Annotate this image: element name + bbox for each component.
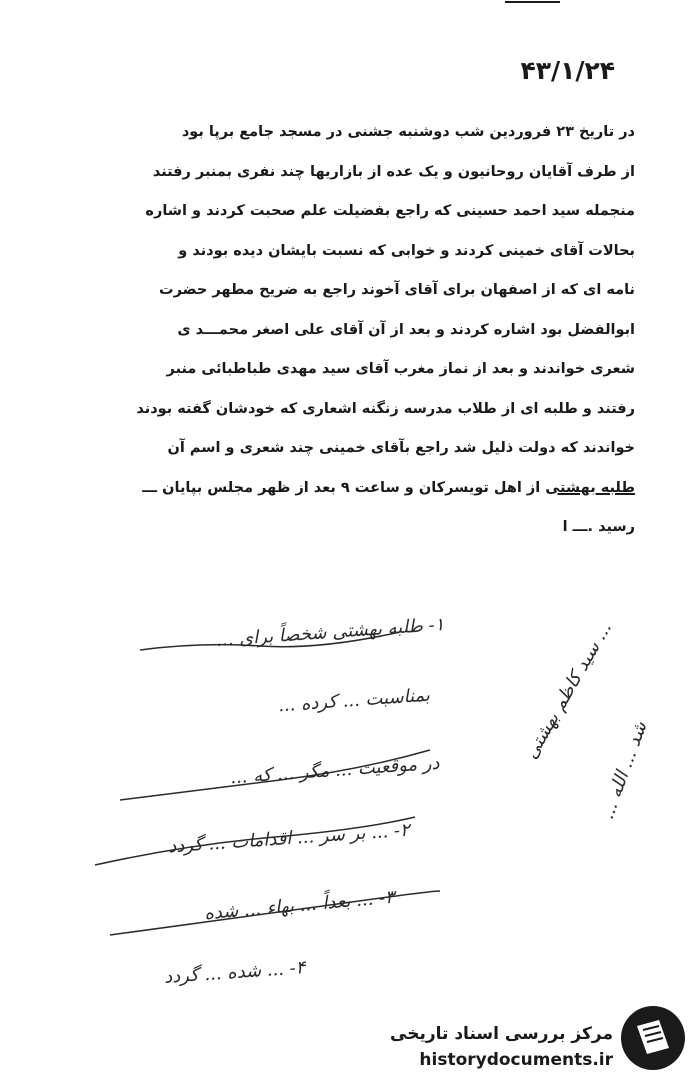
handwritten-line: ۴- ... شده ... گردد [162, 957, 306, 988]
typed-line-rest: از اهل تویسرکان و ساعت ۹ بعد از ظهر مجلس بپایان ـــ [142, 479, 546, 496]
handwritten-line: در موقعیت ... مگر ... که ... [229, 752, 441, 789]
top-edge-mark [0, 0, 695, 20]
typed-line: در تاریخ ۲۳ فروردین شب دوشنبه جشنی در مسجد جامع برپا بود [181, 124, 635, 140]
typed-report [80, 113, 635, 548]
document-archive-logo-icon [619, 1004, 687, 1072]
document-date: ۴۳/۱/۲۴ [520, 56, 615, 85]
archive-name: مرکز بررسی اسناد تاریخی [390, 1024, 613, 1044]
typed-line: منجمله سید احمد حسینی که راجع بفضیلت علم صحبت کردند و اشاره [145, 203, 635, 219]
typed-line-closing: رسید .ـــ ا [562, 519, 635, 535]
handwritten-signature: ... سید کاظم بهشتی [520, 618, 616, 763]
pen-strokes [0, 590, 695, 1010]
typed-line-underlined [80, 469, 635, 509]
typed-line: از طرف آقایان روحانیون و یک عده از بازاریها چند نفری بمنبر رفتند [152, 163, 635, 180]
handwritten-line: ۳- ... بعداً ... بهاء ... شده [203, 886, 396, 925]
handwritten-margin-note: شد ... الله ... [596, 718, 652, 823]
handwritten-notes [0, 590, 695, 1010]
handwritten-line: ۲- ... بر سر ... اقدامات ... گردد [167, 819, 411, 858]
typed-line: خواندند که دولت ذلیل شد راجع بآقای خمینی چند شعری و اسم آن [167, 440, 635, 456]
typed-line: نامه ای که از اصفهان برای آقای آخوند راجع به ضریح مطهر حضرت [159, 282, 635, 298]
underlined-name: طلبه بهشتی [545, 479, 635, 496]
handwritten-line: ۱- طلبه بهشتی شخصاً برای ... [216, 614, 446, 651]
typed-line: رفتند و طلبه ای از طلاب مدرسه زنگنه اشعاری که خودشان گفته بودند [136, 400, 635, 417]
handwritten-line: بمناسبت ... کرده ... [277, 684, 431, 717]
archive-url[interactable]: historydocuments.ir [419, 1050, 613, 1070]
archive-footer [375, 996, 695, 1086]
typed-line: ابوالفضل بود اشاره کردند و بعد از آن آقای علی اصغر محمـــد ی [177, 321, 635, 338]
typed-line: بحالات آقای خمینی کردند و خوابی که نسبت بایشان دیده بودند و [178, 242, 635, 259]
typed-line: شعری خواندند و بعد از نماز مغرب آقای سید مهدی طباطبائی منبر [166, 361, 635, 377]
